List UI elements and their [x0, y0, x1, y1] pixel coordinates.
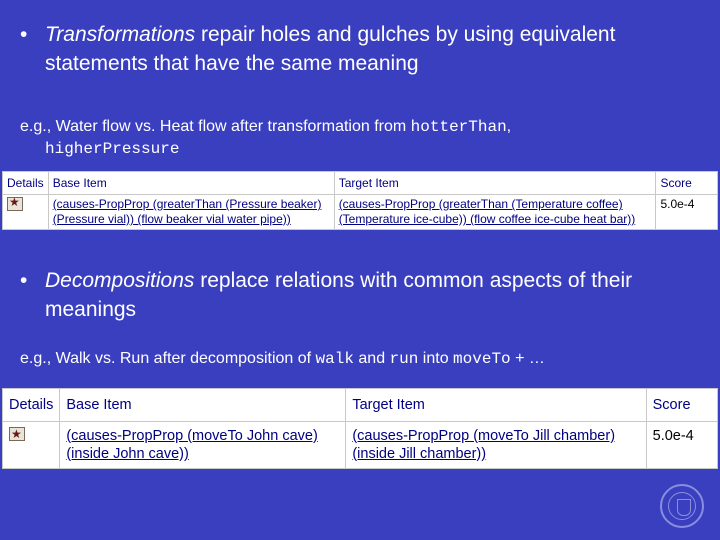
example-transformation — [20, 116, 710, 160]
base-item-cell — [60, 422, 346, 469]
header-score[interactable]: Score — [646, 389, 717, 422]
example-decomposition — [20, 348, 710, 370]
bullet-dot: • — [20, 23, 28, 46]
header-base-item[interactable]: Base Item — [48, 172, 334, 195]
example-prefix: e.g., Walk vs. Run after decomposition of — [20, 350, 316, 367]
details-cell — [3, 195, 49, 230]
example-code-moveto: moveTo — [453, 350, 511, 368]
bullet-dot: • — [20, 269, 28, 292]
score-cell: 5.0e-4 — [656, 195, 718, 230]
bullet-emphasis: Decompositions — [45, 269, 195, 292]
table-row — [3, 422, 718, 469]
target-item-line[interactable]: (causes-PropProp (greaterThan (Temperature coffee) — [338, 197, 623, 211]
example-code-higherpressure: higherPressure — [45, 140, 180, 158]
example-code-walk: walk — [315, 350, 354, 368]
target-item-cell — [346, 422, 646, 469]
star-icon[interactable] — [9, 427, 25, 441]
results-table-transformation — [2, 171, 718, 230]
example-prefix: e.g., Water flow vs. Heat flow after transformation from — [20, 118, 411, 135]
base-item-line[interactable]: (Pressure vial)) (flow beaker vial water pipe)) — [52, 212, 291, 226]
bullet-text — [45, 266, 700, 324]
base-item-line[interactable]: (causes-PropProp (moveTo John cave) — [66, 428, 318, 444]
university-seal-icon — [660, 484, 704, 528]
table-header-row — [3, 389, 718, 422]
example-code-run: run — [389, 350, 419, 368]
results-table-decomposition — [2, 388, 718, 469]
base-item-line[interactable]: (causes-PropProp (greaterThan (Pressure beaker) — [52, 197, 322, 211]
score-cell: 5.0e-4 — [646, 422, 717, 469]
example-suffix: + … — [510, 350, 545, 367]
bullet-rest: replace relations with common aspects of their meanings — [45, 269, 633, 321]
example-sep: , — [506, 118, 512, 135]
header-target-item[interactable]: Target Item — [334, 172, 656, 195]
target-item-line[interactable]: (causes-PropProp (moveTo Jill chamber) — [352, 428, 616, 444]
example-code-hotterthan: hotterThan — [410, 118, 507, 136]
header-base-item[interactable]: Base Item — [60, 389, 346, 422]
base-item-cell — [48, 195, 334, 230]
base-item-line[interactable]: (inside John cave)) — [66, 446, 189, 462]
bullet-rest: repair holes and gulches by using equivalent statements that have the same meaning — [45, 23, 616, 75]
bullet-emphasis: Transformations — [45, 23, 196, 46]
header-target-item[interactable]: Target Item — [346, 389, 646, 422]
table-header-row — [3, 172, 718, 195]
target-item-line[interactable]: (inside Jill chamber)) — [352, 446, 487, 462]
target-item-cell — [334, 195, 656, 230]
star-icon[interactable] — [7, 197, 23, 211]
bullet-text — [45, 20, 700, 78]
header-details[interactable]: Details — [3, 389, 60, 422]
header-score[interactable]: Score — [656, 172, 718, 195]
details-cell — [3, 422, 60, 469]
header-details[interactable]: Details — [3, 172, 49, 195]
example-mid: and — [353, 350, 390, 367]
table-row — [3, 195, 718, 230]
target-item-line[interactable]: (Temperature ice-cube)) (flow coffee ice-cube heat bar)) — [338, 212, 636, 226]
example-mid2: into — [418, 350, 454, 367]
